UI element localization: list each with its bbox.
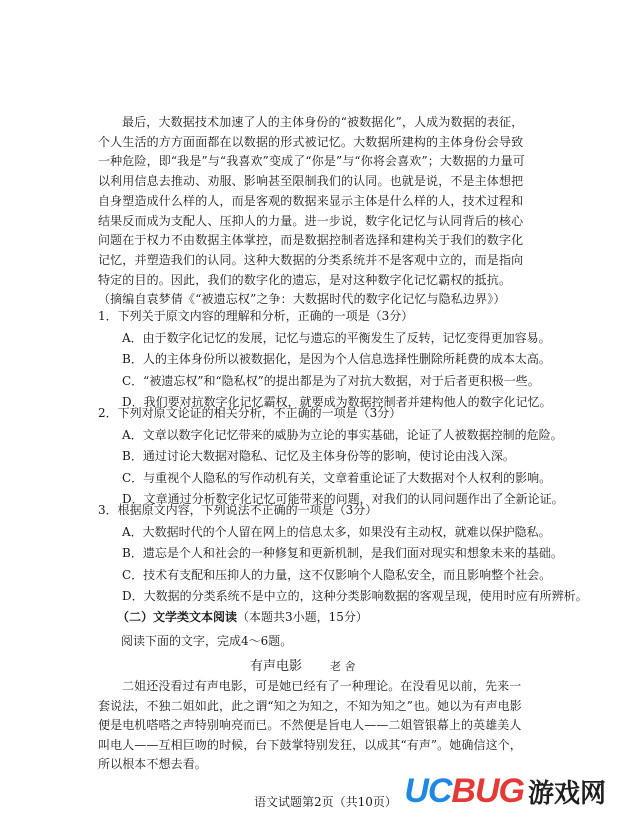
story-title: 有声电影	[250, 659, 303, 674]
question-stem: 2．下列对原文论证的相关分析，不正确的一项是（3分）	[98, 406, 402, 420]
story-paragraph: 二姐还没看过有声电影，可是她已经有了一种理论。在没看见以前，先来一套说法，不独二姐如此，此之谓“知之为知之，不知为知之”也。她以为有声电影便是电机嗒嗒之声特别响亮而已。不然便是旨电人——二姐管银幕上的英雄美人叫电人——互相巨吻的时候，台下鼓掌特别发狂，以成其“有声”。她确信这个，所以根本不想去看。	[98, 679, 522, 771]
page-footer: 语文试题第2页（共10页）	[254, 795, 397, 809]
intro-paragraph: 最后，大数据技术加速了人的主体身份的“被数据化”，人成为数据的表征，个人生活的方方面面都在以数据的形式被记忆。大数据所建构的主体身份会导致一种危险，即“我是”与“我喜欢”变成了“你是”与“你将会喜欢”；大数据的力量可以利用信息去推动、劝服、影响甚至限制我们的认同。也就是说，不是主体想把自身塑造成什么样的人，而是客观的数据来显示主体是什么样的人，技术过程和结果反而成为支配人、压抑人的力量。进一步说，数字化记忆与认同背后的核心问题在于权力不由数据主体掌控，而是数据控制者选择和建构关于我们的数字化记忆，并塑造我们的认同。这种大数据的分类系统并不是客观中立的，而是指向特定的目的。因此，我们的数字化的遗忘，是对这种数字化记忆霸权的抵抗。（摘编自袁梦倩《“被遗忘权”之争：大数据时代的数字化记忆与隐私边界》）	[98, 115, 525, 307]
question-stem: 3．根据原文内容，下列说法不正确的一项是（3分）	[98, 503, 378, 517]
story-heading	[250, 655, 356, 674]
option-d: D．我们要对抗数字化记忆霸权，就要成为数据控制者并建构他人的数字化记忆。	[122, 395, 552, 409]
option-d: D．大数据的分类系统不是中立的，这种分类影响数据的客观呈现，使用时应有所辨析。	[122, 589, 588, 603]
section-title: （二）文学类文本阅读	[117, 610, 238, 624]
question-2	[98, 403, 564, 511]
option-b: B．通过讨论大数据对隐私、记忆及主体身份等的影响，使讨论由浅入深。	[122, 449, 515, 463]
watermark-brand-part2: BUG	[451, 772, 524, 810]
option-d: D．文章通过分析数字化记忆可能带来的问题，对我们的认同问题作出了全新论证。	[122, 492, 564, 506]
option-b: B．遗忘是个人和社会的一种修复和更新机制，是我们面对现实和想象未来的基础。	[122, 546, 563, 560]
story-author: 老 舍	[330, 660, 356, 673]
option-c: C．与重视个人隐私的写作动机有关，文章着重论证了大数据对个人权利的影响。	[122, 470, 552, 485]
option-a: A．文章以数字化记忆带来的威胁为立论的事实基础，论证了人被数据控制的危险。	[122, 427, 563, 442]
watermark-brand	[404, 772, 524, 811]
option-a: A．由于数字化记忆的发展，记忆与遗忘的平衡发生了反转，记忆变得更加容易。	[122, 330, 551, 345]
watermark-logo	[404, 772, 606, 811]
reading-instruction: 阅读下面的文字，完成4～6题。	[121, 634, 293, 648]
section-note: （本题共3小题，15分）	[237, 610, 368, 624]
option-c: C．技术有支配和压抑人的力量，这不仅影响个人隐私安全，而且影响整个社会。	[122, 567, 552, 582]
option-c: C．“被遗忘权”和“隐私权”的提出都是为了对抗大数据，对于后者更积极一些。	[122, 373, 540, 388]
option-b: B．人的主体身份所以被数据化，是因为个人信息选择性删除所耗费的成本太高。	[122, 352, 551, 366]
watermark-brand-part1: UC	[404, 772, 452, 810]
watermark-site-name: 游戏网	[527, 778, 606, 808]
question-stem: 1．下列关于原文内容的理解和分析，正确的一项是（3分）	[98, 309, 414, 323]
question-3	[98, 500, 588, 608]
question-1	[98, 306, 552, 414]
option-a: A．大数据时代的个人留在网上的信息太多，如果没有主动权，就难以保护隐私。	[122, 524, 551, 539]
section-heading	[117, 608, 368, 627]
